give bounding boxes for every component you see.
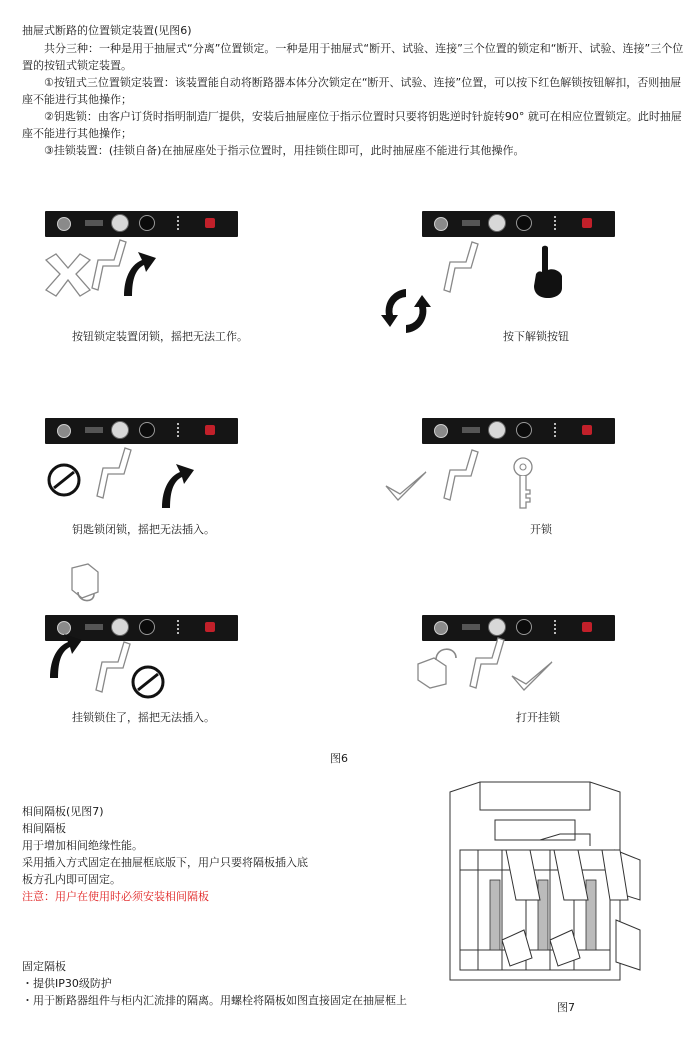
drawer-panel-3 (45, 418, 238, 444)
drawer-panel-4 (422, 418, 615, 444)
crank-handle-icon (92, 640, 132, 694)
curved-arrow-icon (118, 248, 160, 298)
caption-button-lock-locked: 按钮锁定装置闭锁，摇把无法工作。 (72, 330, 248, 343)
item-button-lock: ①按钮式三位置锁定装置：该装置能自动将断路器本体分次锁定在“断开、试验、连接”位置，可以按下红色解锁按钮解扣，否则抽屉座不能进行其他操作； (22, 76, 682, 106)
fixed-barrier-bullet-1: ・提供IP30级防护 (22, 977, 112, 990)
section-title: 抽屉式断路的位置锁定装置(见图6) (22, 24, 192, 37)
crank-handle-icon (440, 240, 480, 294)
fixed-barrier-heading: 固定隔板 (22, 960, 66, 973)
crank-handle-icon (466, 636, 506, 690)
prohibited-icon (130, 664, 166, 700)
rotate-arrows-icon (380, 285, 432, 337)
drawer-frame-drawing (440, 780, 680, 990)
drawer-panel-2 (422, 211, 615, 237)
fixed-barrier-bullet-2: ・用于断路器组件与柜内汇流排的隔离。用螺栓将隔板如图直接固定在抽屉框上 (22, 994, 407, 1007)
caption-key-lock-locked: 钥匙锁闭锁，摇把无法插入。 (72, 523, 215, 536)
phase-barrier-line-1: 用于增加相间绝缘性能。 (22, 839, 143, 852)
prohibited-icon (46, 462, 82, 498)
drawer-panel-1 (45, 211, 238, 237)
figure-7-label: 图7 (557, 1001, 575, 1014)
phase-barrier-heading: 相间隔板(见图7) (22, 805, 104, 818)
caption-unlock: 开锁 (530, 523, 552, 536)
curved-arrow-icon (44, 630, 86, 680)
phase-barrier-line-3: 板方孔内即可固定。 (22, 873, 121, 886)
phase-barrier-line-2: 采用插入方式固定在抽屉框底版下，用户只要将隔板插入底 (22, 856, 308, 869)
crank-handle-icon (440, 448, 480, 502)
phase-barrier-subheading: 相间隔板 (22, 822, 66, 835)
open-padlock-icon (412, 644, 460, 690)
figure-6-label: 图6 (330, 752, 348, 765)
pointing-finger-icon (528, 244, 568, 300)
caption-press-unlock: 按下解锁按钮 (503, 330, 569, 343)
phase-barrier-note: 注意：用户在使用时必须安装相间隔板 (22, 890, 209, 903)
item-key-lock: ②钥匙锁：由客户订货时指明制造厂提供，安装后抽屉座位于指示位置时只要将钥匙逆时针旋转90° 就可在相应位置锁定。此时抽屉座不能进行其他操作； (22, 110, 682, 140)
crank-handle-icon (93, 446, 133, 500)
curved-arrow-icon (156, 460, 198, 510)
caption-padlock-locked: 挂锁锁住了，摇把无法插入。 (72, 711, 215, 724)
item-padlock: ③挂锁装置：(挂锁自备)在抽屉座处于指示位置时，用挂锁住即可，此时抽屉座不能进行其他操作。 (44, 144, 525, 157)
checkmark-icon (384, 470, 428, 504)
intro-paragraph: 共分三种：一种是用于抽屉式“分离”位置锁定。一种是用于抽屉式“断开、试验、连接”三个位置的锁定和“断开、试验、连接”三个位置的按钮式锁定装置。 (22, 42, 684, 72)
drawer-panel-6 (422, 615, 615, 641)
key-icon (508, 456, 538, 512)
checkmark-icon (510, 660, 554, 694)
padlock-icon (64, 562, 104, 606)
caption-open-padlock: 打开挂锁 (516, 711, 560, 724)
